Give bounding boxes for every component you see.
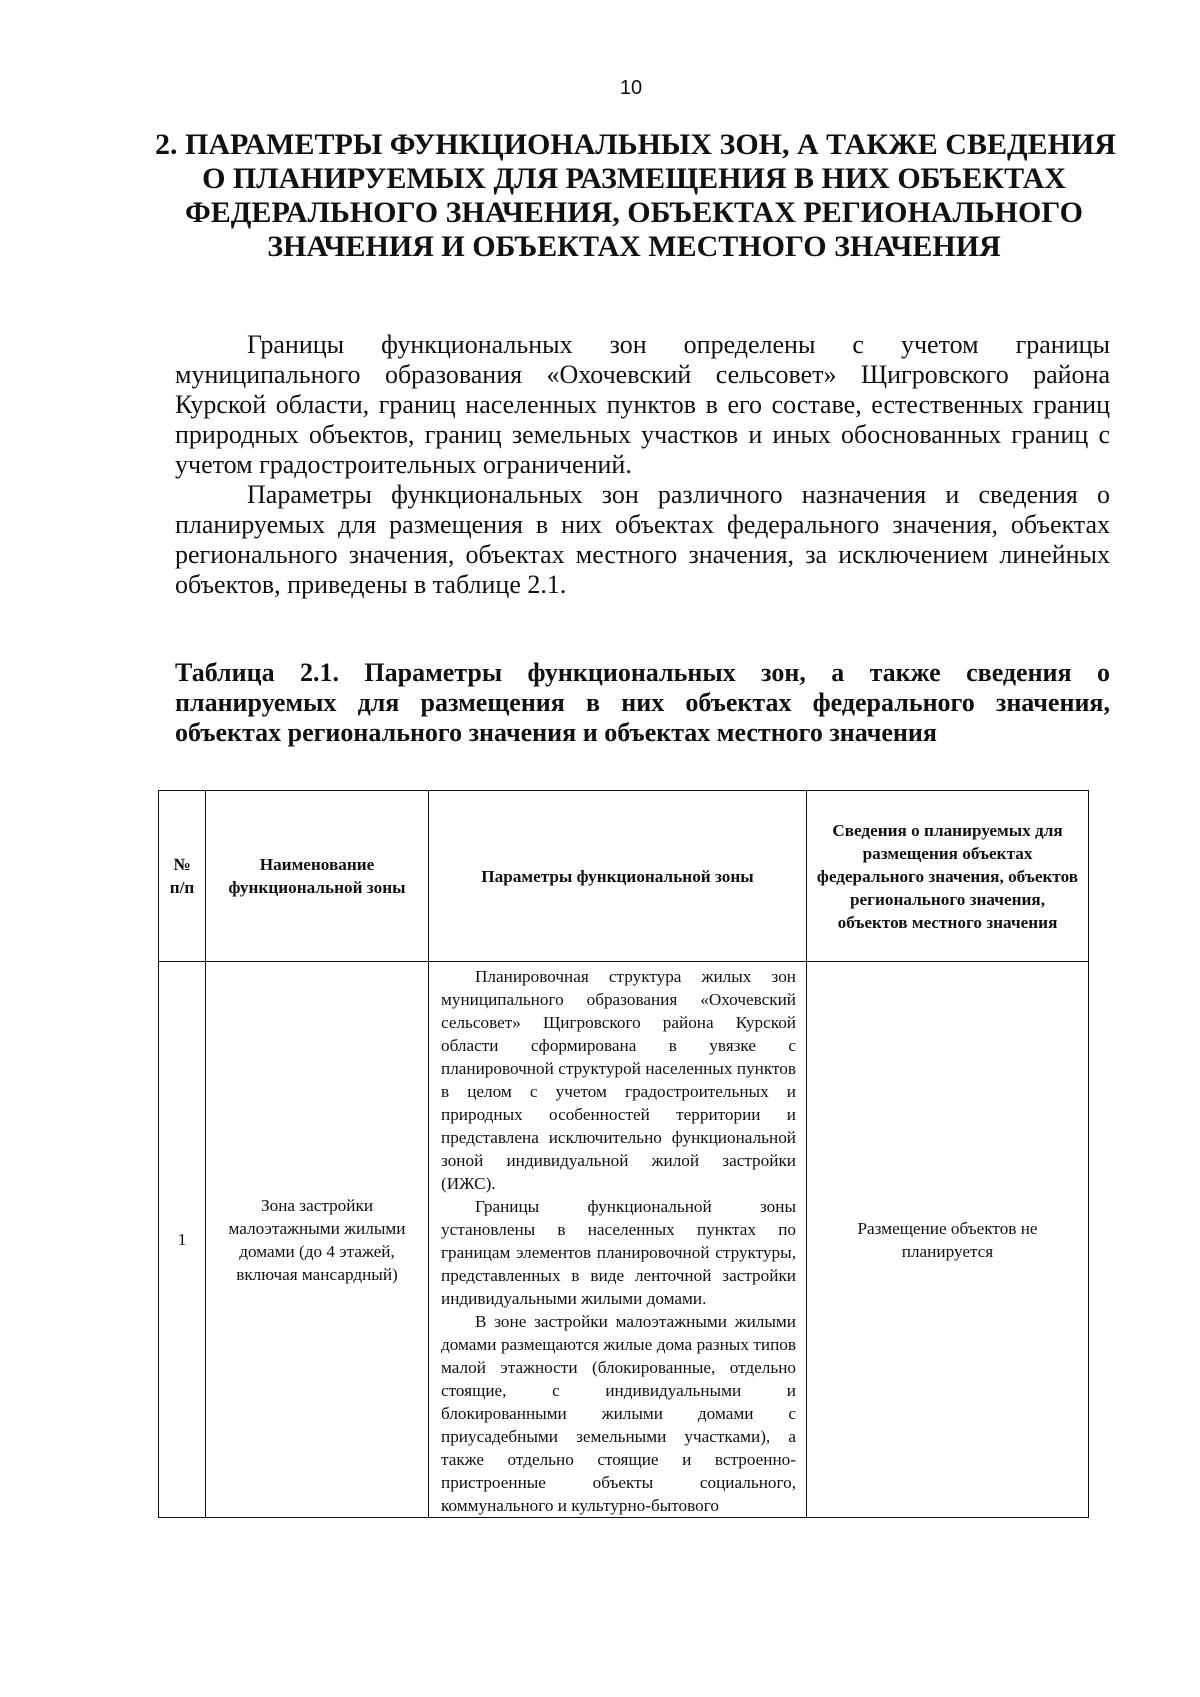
section-title-line: ЗНАЧЕНИЯ И ОБЪЕКТАХ МЕСТНОГО ЗНАЧЕНИЯ <box>267 230 1001 263</box>
page-number: 10 <box>619 77 643 99</box>
header-zone-parameters: Параметры функциональной зоны <box>429 791 807 962</box>
section-title-line: 2. ПАРАМЕТРЫ ФУНКЦИОНАЛЬНЫХ ЗОН, А ТАКЖЕ СВЕДЕНИЯ <box>155 128 1116 161</box>
table-caption <box>175 658 1110 748</box>
zones-table <box>158 790 1089 1518</box>
table-caption-line: Таблица 2.1. Параметры функциональных зон, а также сведения о <box>175 658 1110 687</box>
section-title-line: О ПЛАНИРУЕМЫХ ДЛЯ РАЗМЕЩЕНИЯ В НИХ ОБЪЕКТАХ <box>202 162 1066 195</box>
table-caption-line: объектах регионального значения и объектах местного значения <box>175 718 937 747</box>
header-zone-name: Наименование функциональной зоны <box>206 791 429 962</box>
section-title-line: ФЕДЕРАЛЬНОГО ЗНАЧЕНИЯ, ОБЪЕКТАХ РЕГИОНАЛЬНОГО <box>185 196 1083 229</box>
header-number: № п/п <box>159 791 206 962</box>
parameter-paragraph: Планировочная структура жилых зон муниципального образования «Охочевский сельсовет» Щигровского района Курской области сформирована в увязке с планировочной структурой населенных пунктов в целом с учетом градостроительных и природных особенностей территории и представлена исключительно функциональной зоной индивидуальной жилой застройки (ИЖС). <box>441 967 796 1193</box>
parameter-paragraph: Границы функциональной зоны установлены в населенных пунктах по границам элементов планировочной структуры, представленных в виде ленточной застройки индивидуальными жилыми домами. <box>441 1197 796 1308</box>
header-planned-objects: Сведения о планируемых для размещения объектах федерального значения, объектов регионального значения, объектов местного значения <box>807 791 1089 962</box>
cell-zone-name: Зона застройки малоэтажными жилыми домами (до 4 этажей, включая мансардный) <box>206 962 429 1518</box>
table-header-row <box>159 791 1089 962</box>
section-title <box>155 128 1116 264</box>
parameter-paragraph: В зоне застройки малоэтажными жилыми домами размещаются жилые дома разных типов малой этажности (блокированные, отдельно стоящие, с индивидуальными и блокированными жилыми домами с приусадебными земельными участками), а также отдельно стоящие и встроенно-пристроенные объекты социального, коммунального и культурно-бытового <box>441 1312 796 1515</box>
cell-number: 1 <box>159 962 206 1518</box>
body-text <box>175 330 1110 600</box>
paragraph: Границы функциональных зон определены с учетом границы муниципального образования «Охочевский сельсовет» Щигровского района Курской области, границ населенных пунктов в его составе, естественных границ природных объектов, границ земельных участков и иных обоснованных границ с учетом градостроительных ограничений. <box>175 330 1110 479</box>
table-row <box>159 962 1089 1518</box>
cell-planned-objects: Размещение объектов не планируется <box>807 962 1089 1518</box>
cell-zone-parameters <box>429 962 807 1518</box>
table-caption-line: планируемых для размещения в них объектах федерального значения, <box>175 688 1110 717</box>
paragraph: Параметры функциональных зон различного назначения и сведения о планируемых для размещения в них объектах федерального значения, объектах регионального значения, объектах местного значения, за исключением линейных объектов, приведены в таблице 2.1. <box>175 480 1110 599</box>
